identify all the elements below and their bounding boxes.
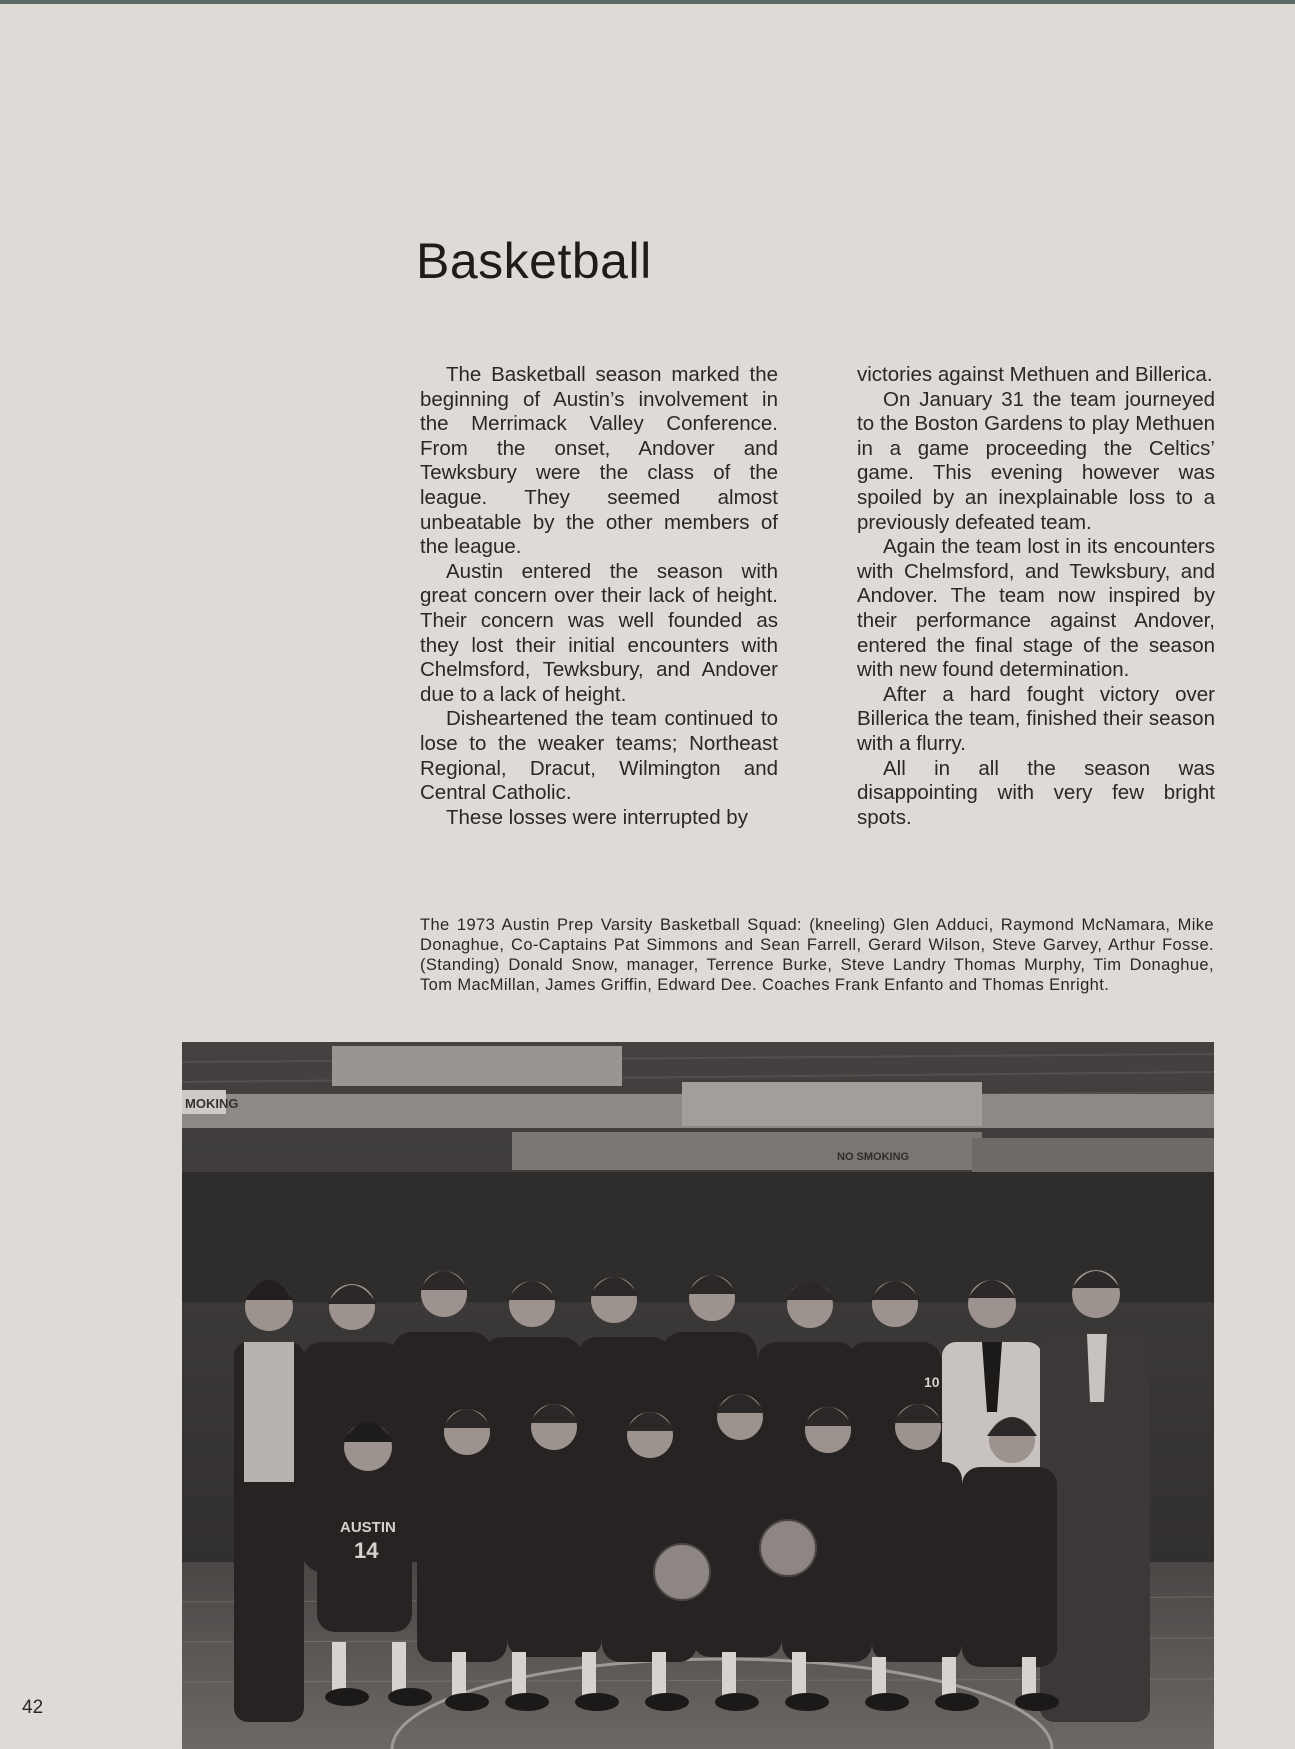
jersey-number: 14 xyxy=(354,1538,379,1563)
jersey-number: 10 xyxy=(924,1374,940,1390)
article-left-column xyxy=(420,363,778,830)
team-photo xyxy=(182,1042,1214,1749)
article-paragraph: On January 31 the team journeyed to the Boston Gardens to play Methuen in a game proceeding the Celtics’ game. This evening however was spoiled by an inexplainable loss to a previously defeated team. xyxy=(857,387,1215,534)
article-paragraph: All in all the season was disappointing with very few bright spots. xyxy=(857,756,1215,829)
photo-caption: The 1973 Austin Prep Varsity Basketball Squad: (kneeling) Glen Adduci, Raymond McNamara, Mike Donaghue, Co-Captains Pat Simmons and Sean Farrell, Gerard Wilson, Steve Garvey, Arthur Fosse. (Standing) Donald Snow, manager, Terrence Burke, Steve Landry Thomas Murphy, Tim Donaghue, Tom MacMillan, James Griffin, Edward Dee. Coaches Frank Enfanto and Thomas Enright. xyxy=(420,916,1214,994)
jersey-text: AUSTIN xyxy=(340,1519,396,1536)
page-title: Basketball xyxy=(416,233,652,289)
article-paragraph: victories against Methuen and Billerica. xyxy=(857,363,1213,386)
sign-text: NO SMOKING xyxy=(837,1151,910,1163)
article-paragraph: Again the team lost in its encounters with Chelmsford, and Tewksbury, and Andover. The team now inspired by their performance against Andover, entered the final stage of the season with new found determination. xyxy=(857,535,1215,682)
sign-text: MOKING xyxy=(185,1096,239,1111)
page-number: 42 xyxy=(22,1697,44,1718)
article-paragraph: After a hard fought victory over Billerica the team, finished their season with a flurry. xyxy=(857,682,1215,755)
article-paragraph: Disheartened the team continued to lose to the weaker teams; Northeast Regional, Dracut, Wilmington and Central Catholic. xyxy=(420,707,778,805)
article-paragraph: Austin entered the season with great concern over their lack of height. Their concern was well founded as they lost their initial encounters with Chelmsford, Tewksbury, and Andover due to a lack of height. xyxy=(420,559,778,706)
article-paragraph: The Basketball season marked the beginning of Austin’s involvement in the Merrimack Valley Conference. From the onset, Andover and Tewksbury were the class of the league. They seemed almost unbeatable by the other members of the league. xyxy=(420,363,778,559)
article-paragraph: These losses were interrupted by xyxy=(446,805,748,829)
article-right-column xyxy=(857,363,1215,830)
top-border xyxy=(0,0,1295,4)
